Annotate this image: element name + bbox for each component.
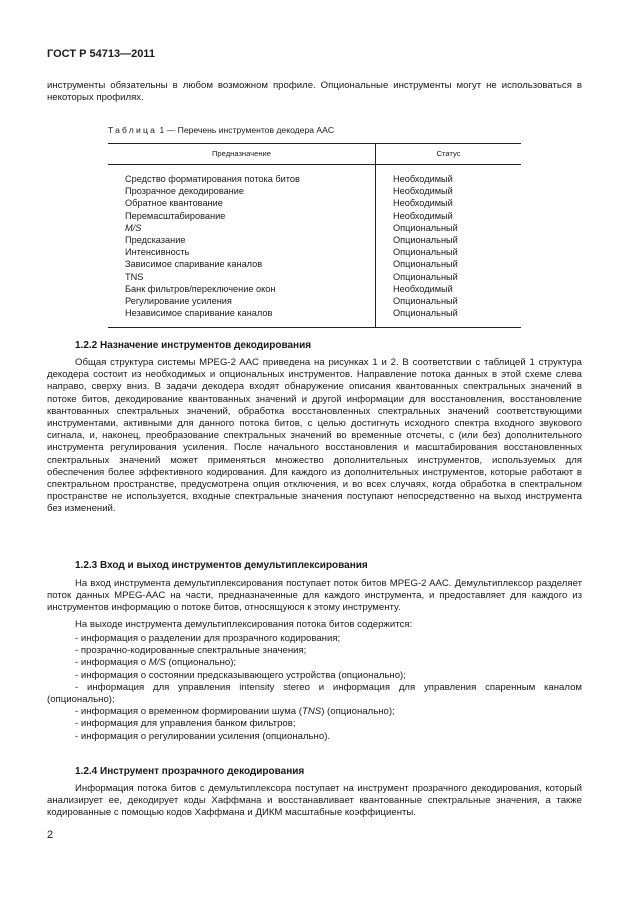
tool-name-cell: Регулирование усиления: [108, 295, 376, 307]
tool-status-cell: Опциональный: [393, 296, 458, 307]
section-1-2-4-paragraph: Информация потока битов с демультиплексора поступает на инструмент прозрачного декодирования, который анализирует ее, декодирует коды Хаффмана и восстанавливает квантованные спектральные значения, а также кодированные с помощью кодов Хаффмана и ДИКМ масштабные коэффициенты.: [47, 783, 582, 819]
tool-status-cell: Необходимый: [393, 186, 453, 197]
section-heading-1-2-2: 1.2.2 Назначение инструментов декодирования: [75, 340, 312, 351]
tool-name-cell: TNS: [108, 271, 376, 283]
section-1-2-2-paragraph: Общая структура системы MPEG-2 AAC приведена на рисунках 1 и 2. В соответствии с таблицей 1 структура декодера состоит из необходимых и опциональных инструментов. Направление потока данных в этой схеме слева направо, сверху вниз. В задачи декодера входят обнаружение описания квантованных спектральных значений в потоке битов, декодирование квантованных значений и другой информации для восстановления, восстановление квантованных спектральных значений, обработка восстановленных спектральных значений соответствующими инструментами, активными для данного потока битов, с целью достигнуть исходного спектра входного звукового сигнала, и, наконец, преобразование спектральных значений во временные отсчеты, с (или без) дополнительного инструмента регулирования усиления. После начального восстановления и масштабирования восстановленных спектральных значений может применяться множество дополнительных инструментов, используемых для обеспечения более эффективного кодирования. Для каждого из дополнительных инструментов, которые работают в спектральном пространстве, предусмотрена опция отключения, и во всех случаях, когда обработка в спектральном пространстве не используется, входные спектральные значения поступают непосредственно на выход инструмента без изменений.: [47, 357, 582, 515]
table-row: [108, 271, 521, 283]
list-item: - информация о M/S (опционально);: [75, 657, 237, 669]
list-item: - информация о регулировании усиления (опционально).: [75, 730, 331, 742]
list-item: - информация для управления банком фильтров;: [75, 718, 296, 730]
tool-name-cell: Независимое спаривание каналов: [108, 307, 376, 328]
list-item: - информация для управления intensity stereo и информация для управления спаренным каналом (опционально);: [47, 681, 582, 706]
tool-name-cell: Интенсивность: [108, 246, 376, 258]
column-header-status: Статус: [376, 144, 522, 165]
tool-status-cell: Необходимый: [393, 198, 453, 209]
demux-output-list: [47, 633, 582, 743]
tool-status-cell: Опциональный: [393, 235, 458, 246]
tool-status-cell: Опциональный: [393, 259, 458, 270]
tool-status-cell: Опциональный: [393, 271, 458, 282]
intro-paragraph: инструменты обязательны в любом возможном профиле. Опциональные инструменты могут не использоваться в некоторых профилях.: [47, 80, 582, 104]
tool-name-cell: Зависимое спаривание каналов: [108, 258, 376, 270]
section-heading-1-2-4: 1.2.4 Инструмент прозрачного декодирования: [75, 766, 305, 777]
demux-output-intro: На выходе инструмента демультиплексирования потока битов содержится:: [75, 619, 413, 630]
table-row: [108, 258, 521, 270]
table-row: [108, 197, 521, 209]
tool-status-cell: Опциональный: [393, 222, 458, 233]
section-heading-1-2-3: 1.2.3 Вход и выход инструментов демультиплексирования: [75, 560, 368, 571]
tool-name-cell: Обратное квантование: [108, 197, 376, 209]
tool-status-cell: Необходимый: [393, 283, 453, 294]
table-body: [108, 165, 521, 328]
table-row: [108, 246, 521, 258]
list-item: - информация о временном формировании шума (TNS) (опционально);: [75, 706, 395, 718]
tool-status-cell: Необходимый: [393, 210, 453, 221]
table-row: [108, 185, 521, 197]
table-row: [108, 222, 521, 234]
tool-name-cell: Предсказание: [108, 234, 376, 246]
table-row: [108, 283, 521, 295]
tool-name-cell: M/S: [108, 222, 376, 234]
tool-name-cell: Средство форматирования потока битов: [108, 165, 376, 186]
table-row: [108, 295, 521, 307]
tool-status-cell: Необходимый: [393, 174, 453, 184]
table-caption: [108, 124, 334, 136]
table-row: [108, 234, 521, 246]
column-header-purpose: Предназначение: [108, 144, 376, 165]
list-item: - прозрачно-кодированные спектральные значения;: [75, 645, 307, 657]
table-caption-title: 1 — Перечень инструментов декодера AAC: [159, 125, 335, 135]
page-number: 2: [47, 829, 54, 841]
document-header: ГОСТ Р 54713—2011: [47, 48, 155, 60]
table-row: [108, 210, 521, 222]
table-header-row: [108, 144, 521, 165]
list-item: - информация о разделении для прозрачного кодирования;: [75, 633, 341, 644]
tool-status-cell: Опциональный: [376, 307, 522, 328]
tool-name-cell: Банк фильтров/переключение окон: [108, 283, 376, 295]
table-row: [108, 307, 521, 328]
table-row: [108, 165, 521, 186]
list-item: - информация о состоянии предсказывающего устройства (опционально);: [75, 669, 406, 681]
tool-status-cell: Опциональный: [393, 247, 458, 258]
tool-name-cell: Прозрачное декодирование: [108, 185, 376, 197]
table-caption-prefix: Таблица: [108, 125, 158, 135]
decoder-tools-table: [108, 143, 521, 328]
tool-name-cell: Перемасштабирование: [108, 210, 376, 222]
section-1-2-3-paragraph: На вход инструмента демультиплексирования поступает поток битов MPEG-2 AAC. Демультиплексор разделяет поток данных MPEG-AAC на части, предназначенные для каждого инструмента, и предоставляет для каждого из инструментов информацию о потоке битов, относящуюся к этому инструменту.: [47, 578, 582, 614]
